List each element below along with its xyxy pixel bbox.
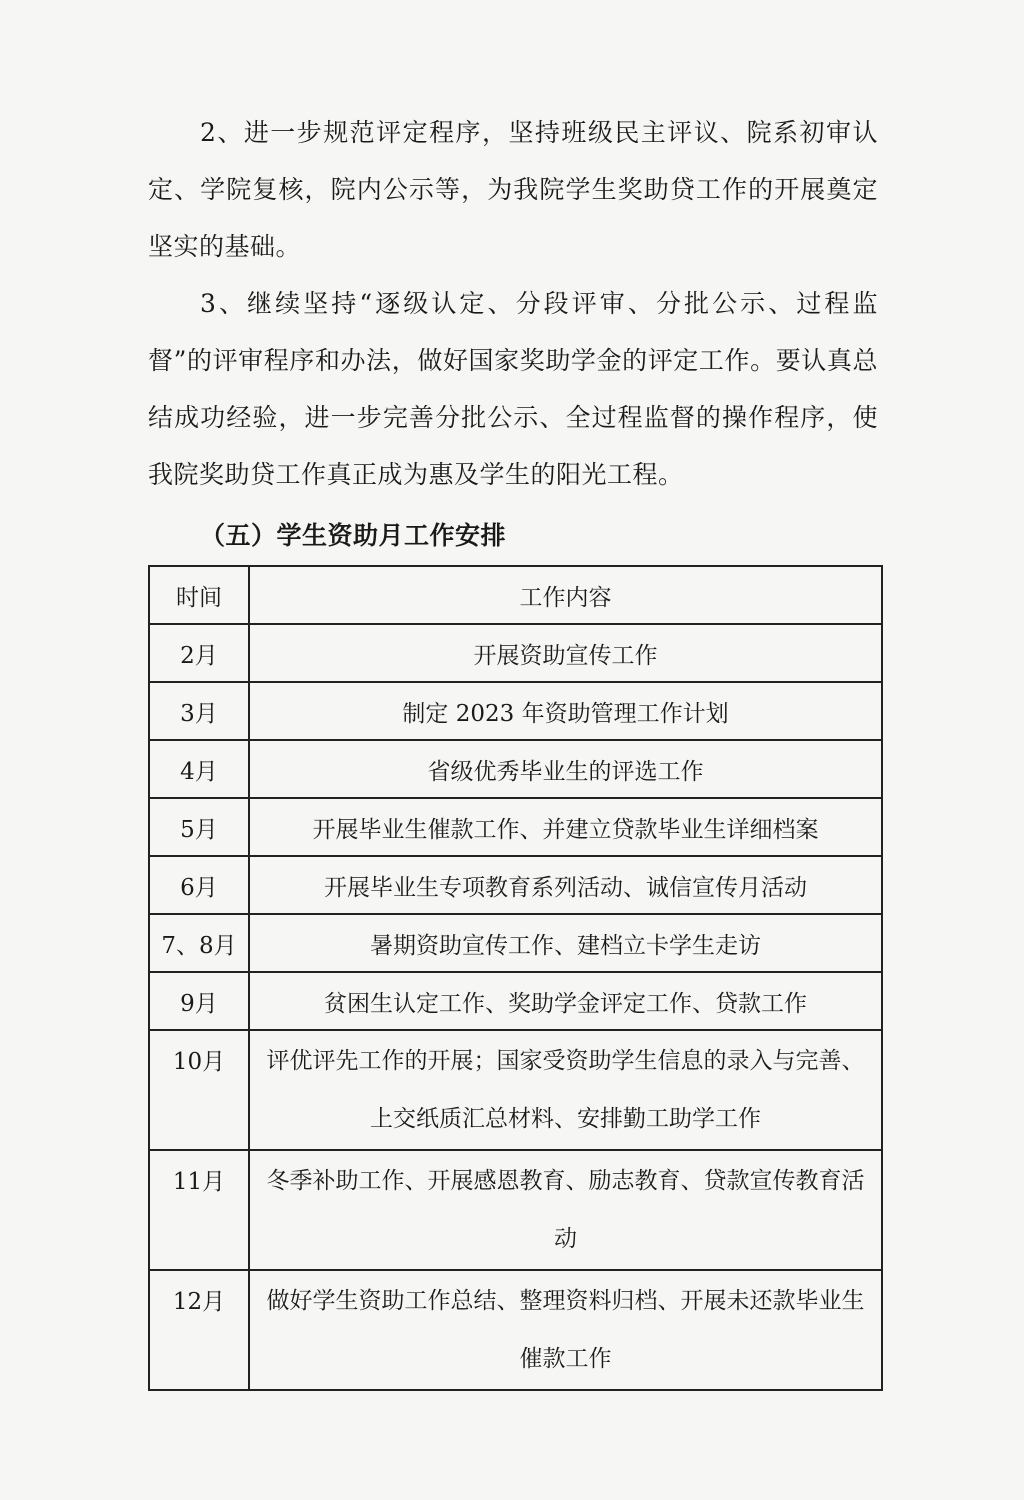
row-time: 9月: [149, 972, 249, 1030]
row-time: 2月: [149, 624, 249, 682]
table-row: [149, 624, 882, 682]
row-content: 贫困生认定工作、奖助学金评定工作、贷款工作: [249, 972, 882, 1030]
row-content: 暑期资助宣传工作、建档立卡学生走访: [249, 914, 882, 972]
table-row: [149, 856, 882, 914]
row-content: 评优评先工作的开展；国家受资助学生信息的录入与完善、上交纸质汇总材料、安排勤工助学工作: [249, 1030, 882, 1150]
paragraph-item-2: 2、进一步规范评定程序，坚持班级民主评议、院系初审认定、学院复核，院内公示等，为我院学生奖助贷工作的开展奠定坚实的基础。: [148, 118, 878, 261]
row-time: 3月: [149, 682, 249, 740]
table-header-row: [149, 566, 882, 624]
row-content: 开展毕业生催款工作、并建立贷款毕业生详细档案: [249, 798, 882, 856]
row-content: 做好学生资助工作总结、整理资料归档、开展未还款毕业生催款工作: [249, 1270, 882, 1390]
table-row: [149, 972, 882, 1030]
row-time: 11月: [149, 1150, 249, 1270]
header-content: 工作内容: [249, 566, 882, 624]
header-time: 时间: [149, 566, 249, 624]
row-content: 制定 2023 年资助管理工作计划: [249, 682, 882, 740]
table-row: [149, 682, 882, 740]
row-time: 12月: [149, 1270, 249, 1390]
schedule-table: [148, 565, 883, 1391]
table-row: [149, 798, 882, 856]
row-time: 10月: [149, 1030, 249, 1150]
table-row: [149, 914, 882, 972]
row-content: 省级优秀毕业生的评选工作: [249, 740, 882, 798]
row-time: 5月: [149, 798, 249, 856]
row-content: 冬季补助工作、开展感恩教育、励志教育、贷款宣传教育活动: [249, 1150, 882, 1270]
row-time: 6月: [149, 856, 249, 914]
row-content: 开展资助宣传工作: [249, 624, 882, 682]
row-time: 4月: [149, 740, 249, 798]
table-row: [149, 740, 882, 798]
row-content: 开展毕业生专项教育系列活动、诚信宣传月活动: [249, 856, 882, 914]
table-row: [149, 1270, 882, 1390]
row-time: 7、8月: [149, 914, 249, 972]
table-row: [149, 1030, 882, 1150]
table-row: [149, 1150, 882, 1270]
section-heading: （五）学生资助月工作安排: [200, 521, 507, 550]
paragraph-item-3: 3、继续坚持“逐级认定、分段评审、分批公示、过程监督”的评审程序和办法，做好国家奖助学金的评定工作。要认真总结成功经验，进一步完善分批公示、全过程监督的操作程序，使我院奖助贷工作真正成为惠及学生的阳光工程。: [148, 289, 878, 489]
